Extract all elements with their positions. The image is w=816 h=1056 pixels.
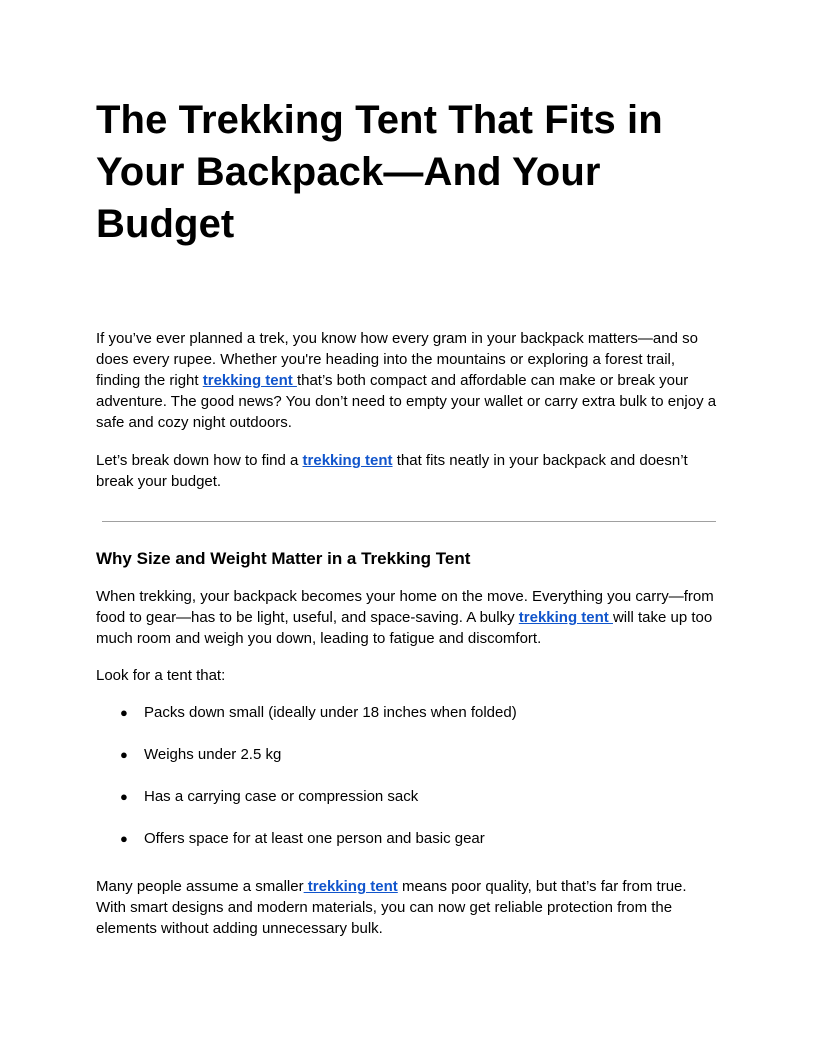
- trekking-tent-link[interactable]: trekking tent: [303, 878, 398, 895]
- list-item: [96, 702, 720, 723]
- list-item-text: Weighs under 2.5 kg: [144, 746, 282, 763]
- list-item-text: Packs down small (ideally under 18 inches when folded): [144, 704, 517, 721]
- trekking-tent-link[interactable]: trekking tent: [518, 609, 613, 626]
- p3-text-end: will take up too much room and weigh you down, leading to fatigue and discomfort.: [96, 609, 713, 647]
- horizontal-divider: [102, 521, 716, 522]
- page-title: The Trekking Tent That Fits in Your Backpack—And Your Budget: [96, 98, 663, 246]
- intro-text-end: that’s both compact and affordable can make or break your adventure. The good news? You don’t need to empty your wallet or carry extra bulk to enjoy a safe and cozy night outdoors.: [96, 372, 717, 431]
- document-page: [96, 94, 720, 939]
- intro-text-start: If you’ve ever planned a trek, you know how every gram in your backpack matters—and so does every rupee. Whether you're heading into the mountains or exploring a forest trail, finding the right: [96, 330, 698, 389]
- list-item: [96, 786, 720, 807]
- p2-text-end: that fits neatly in your backpack and doesn’t break your budget.: [96, 452, 688, 490]
- list-item: [96, 828, 720, 849]
- bullet-icon: ●: [120, 747, 128, 762]
- p3-text-start: When trekking, your backpack becomes your home on the move. Everything you carry—from food to gear—has to be light, useful, and space-saving. A bulky: [96, 588, 714, 626]
- bullet-icon: ●: [120, 831, 128, 846]
- list-intro: Look for a tent that:: [96, 667, 226, 684]
- closing-paragraph: [96, 876, 720, 939]
- bullet-icon: ●: [120, 705, 128, 720]
- list-item-text: Offers space for at least one person and basic gear: [144, 830, 485, 847]
- p5-text-start: Many people assume a smaller: [96, 878, 304, 895]
- trekking-tent-link[interactable]: trekking tent: [202, 372, 297, 389]
- intro-paragraph-2: [96, 450, 720, 492]
- p2-text-start: Let’s break down how to find a: [96, 452, 303, 469]
- section-heading: Why Size and Weight Matter in a Trekking Tent: [96, 549, 471, 568]
- list-item: [96, 744, 720, 765]
- feature-list: [96, 702, 720, 849]
- trekking-tent-link[interactable]: trekking tent: [302, 452, 393, 469]
- bullet-icon: ●: [120, 789, 128, 804]
- p5-text-end: means poor quality, but that’s far from true. With smart designs and modern materials, you can now get reliable protection from the elements without adding unnecessary bulk.: [96, 878, 687, 937]
- intro-paragraph: [96, 328, 720, 433]
- list-item-text: Has a carrying case or compression sack: [144, 788, 419, 805]
- section-paragraph: [96, 586, 720, 649]
